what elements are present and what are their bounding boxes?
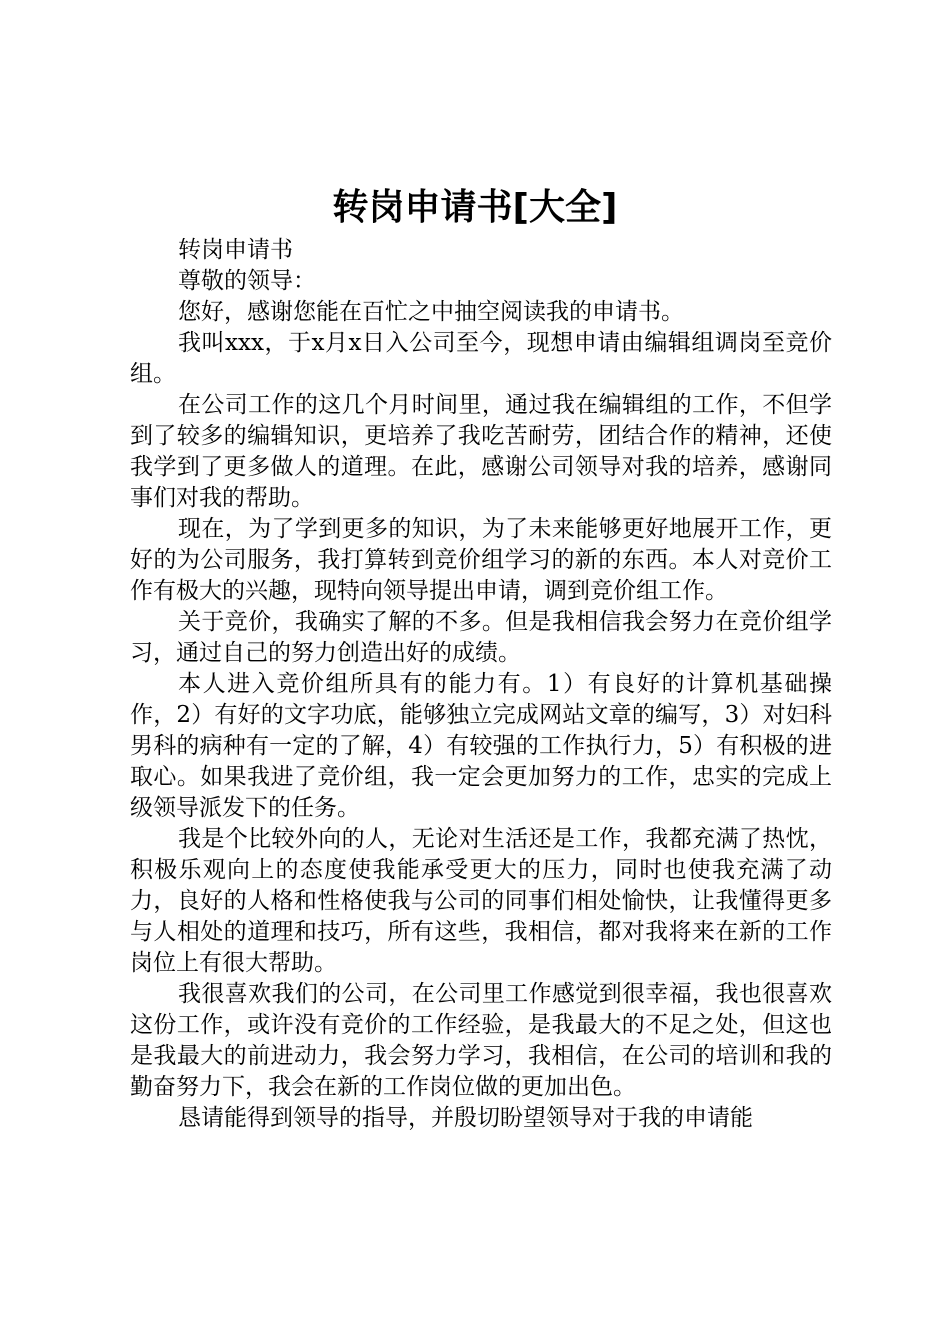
paragraph: 在公司工作的这几个月时间里，通过我在编辑组的工作，不但学到了较多的编辑知识，更培养了我吃苦耐劳，团结合作的精神，还使我学到了更多做人的道理。在此，感谢公司领导对我的培养，感谢同事们对我的帮助。: [130, 392, 832, 511]
paragraph: 我很喜欢我们的公司，在公司里工作感觉到很幸福，我也很喜欢这份工作，或许没有竞价的工作经验，是我最大的不足之处，但这也是我最大的前进动力，我会努力学习，我相信，在公司的培训和我的勤奋努力下，我会在新的工作岗位做的更加出色。: [130, 981, 832, 1100]
paragraph: 恳请能得到领导的指导，并殷切盼望领导对于我的申请能: [178, 1105, 753, 1131]
document-title: 转岗申请书[大全]: [332, 187, 618, 228]
paragraph: 我是个比较外向的人，无论对生活还是工作，我都充满了热忱，积极乐观向上的态度使我能承受更大的压力，同时也使我充满了动力，良好的人格和性格使我与公司的同事们相处愉快，让我懂得更多与人相处的道理和技巧，所有这些，我相信，都对我将来在新的工作岗位上有很大帮助。: [130, 826, 832, 976]
paragraph: 本人进入竞价组所具有的能力有。1）有良好的计算机基础操作，2）有好的文字功底，能够独立完成网站文章的编写，3）对妇科男科的病种有一定的了解，4）有较强的工作执行力，5）有积极的进取心。如果我进了竞价组，我一定会更加努力的工作，忠实的完成上级领导派发下的任务。: [130, 671, 832, 821]
paragraph: 我叫xxx，于x月x日入公司至今，现想申请由编辑组调岗至竞价组。: [130, 330, 832, 387]
document-body: [130, 235, 832, 1134]
paragraph: 关于竞价，我确实了解的不多。但是我相信我会努力在竞价组学习，通过自己的努力创造出好的成绩。: [130, 609, 832, 666]
paragraph: 现在，为了学到更多的知识，为了未来能够更好地展开工作，更好的为公司服务，我打算转到竞价组学习的新的东西。本人对竞价工作有极大的兴趣，现特向领导提出申请，调到竞价组工作。: [130, 516, 832, 604]
paragraph-salutation: 尊敬的领导：: [178, 268, 316, 294]
paragraph-greeting: 您好，感谢您能在百忙之中抽空阅读我的申请书。: [178, 299, 684, 325]
paragraph-heading: 转岗申请书: [178, 237, 293, 263]
